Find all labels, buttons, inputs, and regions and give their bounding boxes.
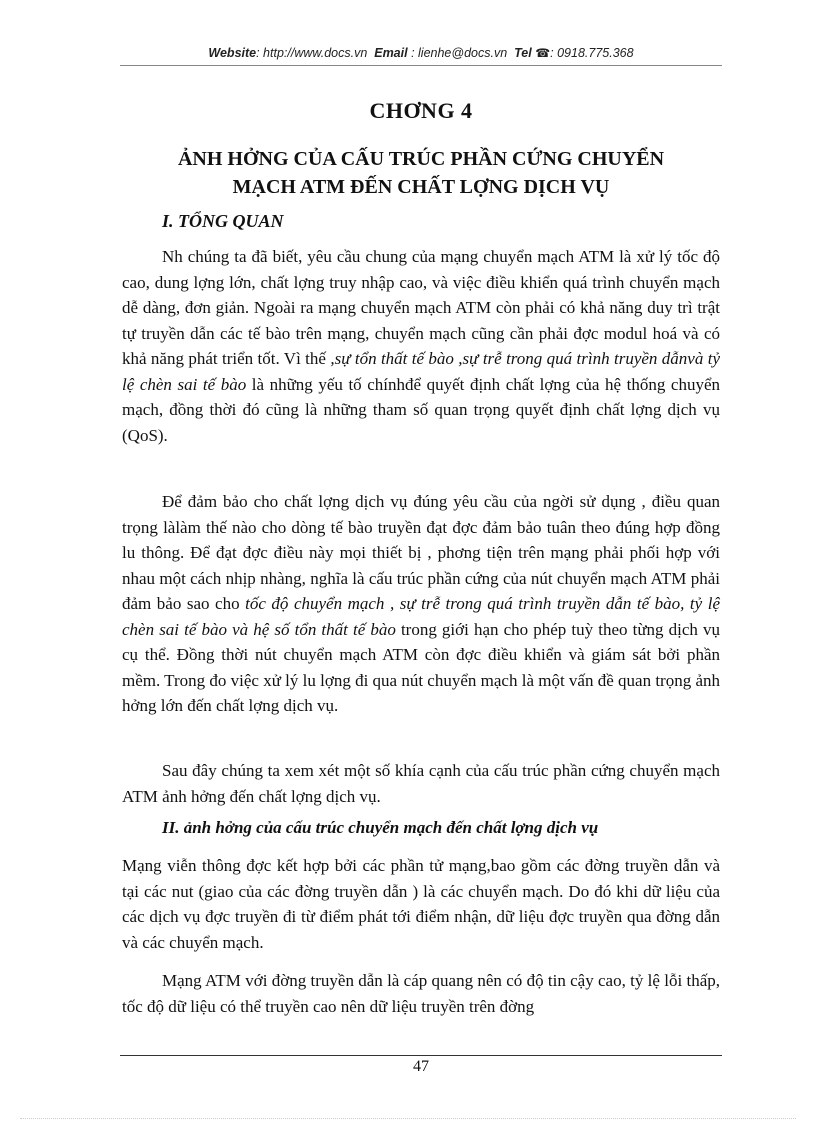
email-label: Email	[374, 46, 408, 60]
section-heading-2: II. ảnh hởng của cấu trúc chuyển mạch đến chất lợng dịch vụ	[162, 818, 599, 837]
chapter-title-line-1: ẢNH HỞNG CỦA CẤU TRÚC PHẦN CỨNG CHUYỂN	[177, 148, 665, 170]
chapter-title-line-2: MẠCH ATM ĐẾN CHẤT LỢNG DỊCH VỤ	[232, 176, 610, 198]
paragraph-4	[122, 853, 720, 955]
page-header	[120, 46, 722, 60]
section-heading-1: I. TỔNG QUAN	[162, 211, 284, 231]
chapter-heading: CHƠNG 4	[369, 98, 473, 123]
paragraph-2	[122, 489, 720, 719]
website-value[interactable]: : http://www.docs.vn	[256, 46, 368, 60]
paragraph-3	[122, 758, 720, 809]
page-number: 47	[413, 1058, 429, 1075]
chapter-title	[120, 145, 722, 201]
tel-value: : 0918.775.368	[550, 46, 634, 60]
paragraph-4-text: Mạng viễn thông đợc kết hợp bởi các phần tử mạng,bao gồm các đờng truyền dẫn và tại các nut (giao của các đờng truyền dẫn ) là các chuyển mạch. Do đó khi dữ liệu của các dịch vụ đợc truyền đi từ điểm phát tới điểm nhận, dữ liệu đợc truyền qua đờng dẫn và các chuyển mạch.	[122, 856, 720, 952]
paragraph-2-italic: tốc độ chuyển mạch , sự trễ trong quá trình truyền dẫn tế bào, tỷ lệ chèn sai tế bào và hệ số tổn thất tế bào	[122, 594, 720, 639]
paragraph-1	[122, 244, 720, 448]
paragraph-1-text-b: là những yếu tố chínhđể quyết định chất lợng của hệ thống chuyển mạch, đồng thời đó cũng là những tham số quan trọng quyết định chất lợng dịch vụ (QoS).	[122, 374, 720, 445]
paragraph-1-text-a: Nh chúng ta đã biết, yêu cầu chung của mạng chuyển mạch ATM là xử lý tốc độ cao, dung lợng lớn, chất lợng truy nhập cao, và việc điều khiển quá trình chuyển mạch dễ dàng, đơn giản. Ngoài ra mạng chuyển mạch ATM còn phải có khả năng duy trì trật tự truyền dẫn các tế bào trên mạng, chuyển mạch cũng cần phải đợc modul hoá và có khả năng phát triển tốt. Vì thế	[122, 247, 720, 368]
phone-icon: ☎	[535, 46, 551, 60]
paragraph-1-italic: ,sự tổn thất tế bào ,sự trễ trong quá trình truyền dẫnvà tỷ lệ chèn sai tế bào	[122, 349, 720, 394]
paragraph-5-text: Mạng ATM với đờng truyền dẫn là cáp quang nên có độ tin cậy cao, tỷ lệ lỗi thấp, tốc độ dữ liệu có thể truyền cao nên dữ liệu truyền trên đờng	[122, 971, 720, 1016]
page-edge-dots	[20, 1118, 796, 1119]
paragraph-5	[122, 968, 720, 1019]
footer-divider	[120, 1055, 722, 1056]
paragraph-3-text: Sau đây chúng ta xem xét một số khía cạnh của cấu trúc phần cứng chuyển mạch ATM ảnh hởng đến chất lợng dịch vụ.	[122, 761, 720, 806]
email-value[interactable]: : lienhe@docs.vn	[411, 46, 508, 60]
paragraph-2-text-b: trong giới hạn cho phép tuỳ theo từng dịch vụ cụ thể. Đồng thời nút chuyển mạch ATM còn đợc điều khiển và giám sát bởi phần mềm. Trong đo việc xử lý lu lợng đi qua nút chuyển mạch là một vấn đề quan trọng ảnh hởng lớn đến chất lợng dịch vụ.	[122, 619, 720, 715]
website-label: Website	[208, 46, 257, 60]
header-divider	[120, 65, 722, 66]
paragraph-2-text-a: Để đảm bảo cho chất lợng dịch vụ đúng yêu cầu của ngời sử dụng , điều quan trọng làlàm thế nào cho dòng tế bào truyền đạt đợc đảm bảo tuân theo đúng hợp đồng lu thông. Để đạt đợc điều này mọi thiết bị , phơng tiện trên mạng phải phối hợp với nhau một cách nhịp nhàng, nghĩa là cấu trúc phần cứng của nút chuyển mạch ATM phải đảm bảo sao cho	[122, 492, 720, 613]
tel-label: Tel	[514, 46, 532, 60]
